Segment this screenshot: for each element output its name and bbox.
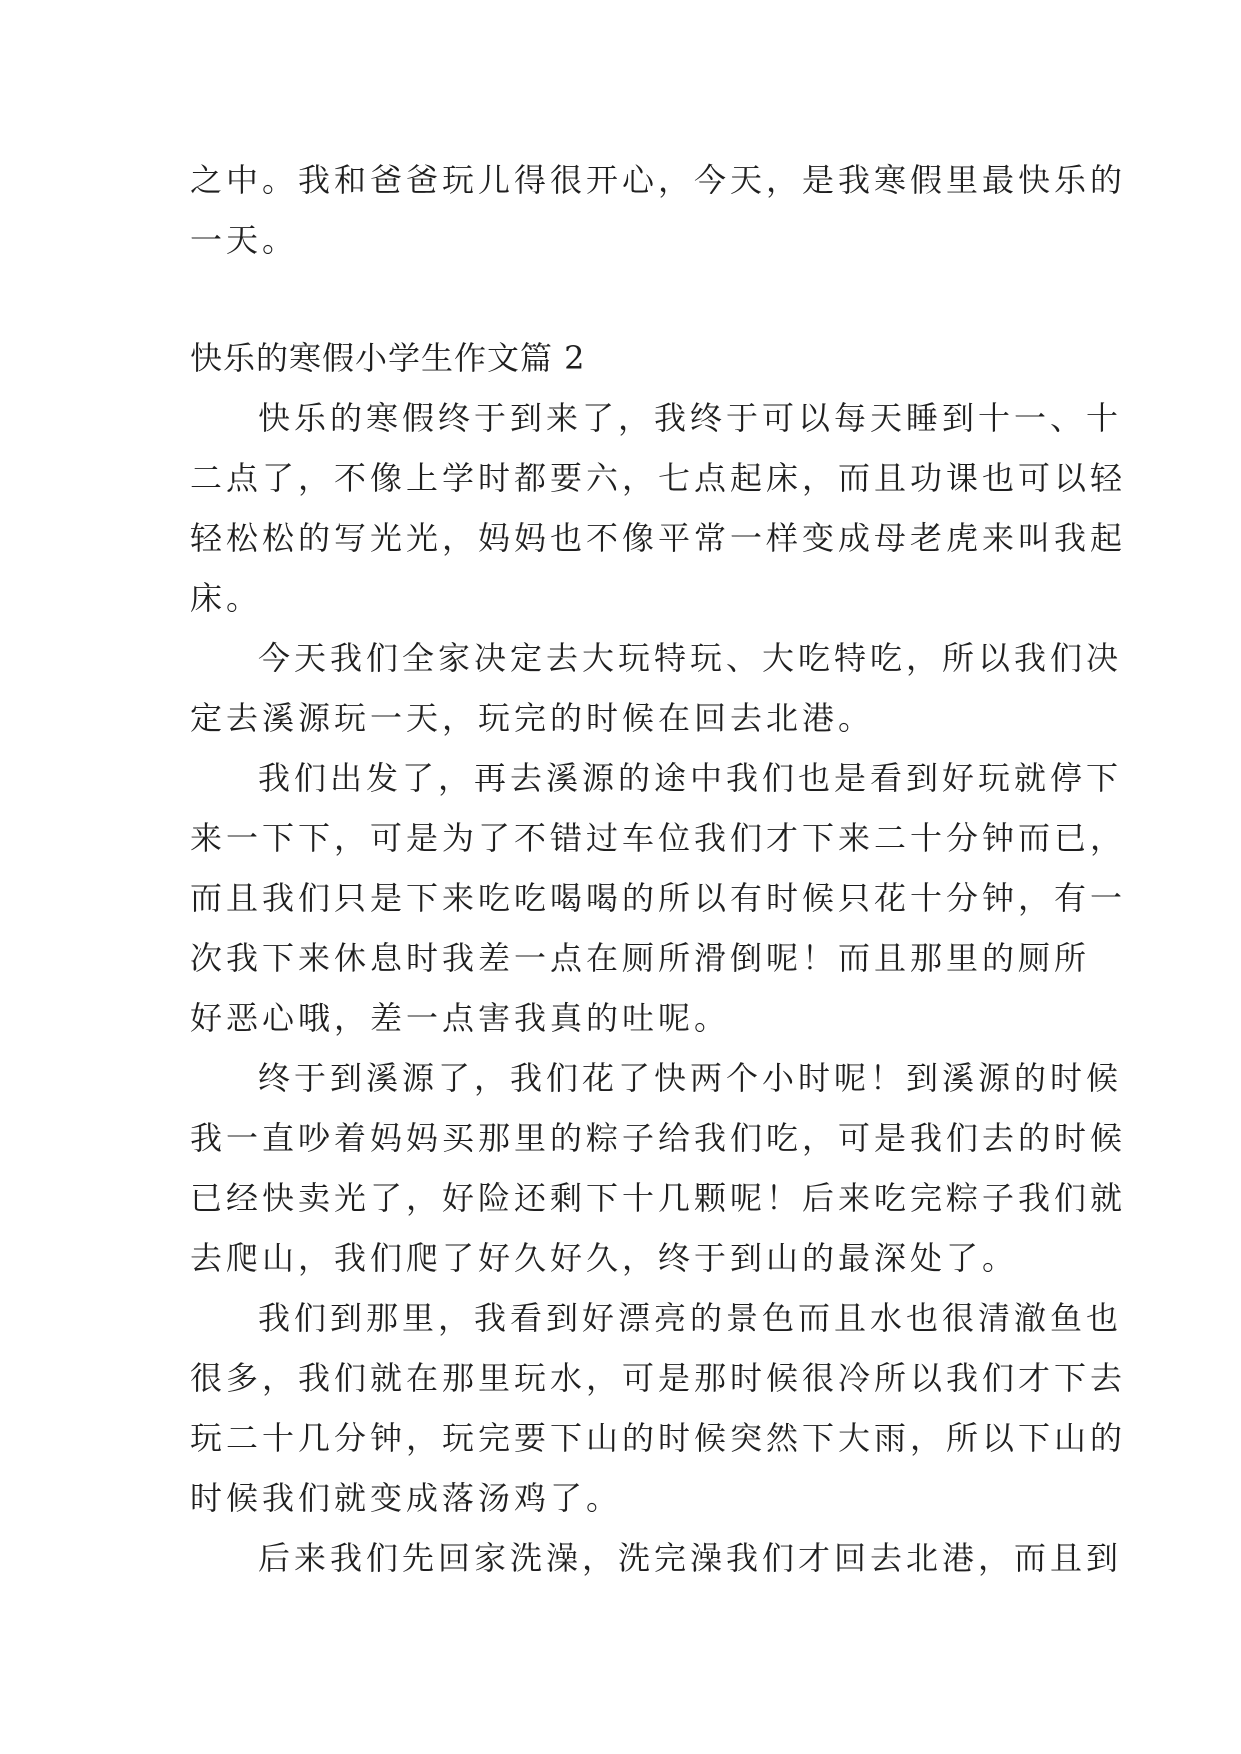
paragraph-line: 很多，我们就在那里玩水，可是那时候很冷所以我们才下去 [190, 1359, 1127, 1397]
paragraph-line: 快乐的寒假终于到来了，我终于可以每天睡到十一、十 [258, 399, 1123, 437]
paragraph-line: 我们出发了，再去溪源的途中我们也是看到好玩就停下 [258, 759, 1123, 797]
paragraph-line: 今天我们全家决定去大玩特玩、大吃特吃，所以我们决 [258, 639, 1123, 677]
section-title: 快乐的寒假小学生作文篇 2 [190, 339, 586, 377]
paragraph-line: 已经快卖光了，好险还剩下十几颗呢！后来吃完粽子我们就 [190, 1179, 1127, 1217]
paragraph-line: 我一直吵着妈妈买那里的粽子给我们吃，可是我们去的时候 [190, 1119, 1127, 1157]
paragraph-line: 床。 [190, 579, 263, 617]
paragraph-line: 而且我们只是下来吃吃喝喝的所以有时候只花十分钟，有一 [190, 879, 1127, 917]
intro-line: 之中。我和爸爸玩儿得很开心，今天，是我寒假里最快乐的 [190, 161, 1127, 199]
document-body [190, 150, 1127, 1588]
paragraph-line: 轻松松的写光光，妈妈也不像平常一样变成母老虎来叫我起 [190, 519, 1127, 557]
paragraph-line: 定去溪源玩一天，玩完的时候在回去北港。 [190, 699, 875, 737]
paragraph-line: 好恶心哦，差一点害我真的吐呢。 [190, 999, 731, 1037]
paragraph-line: 二点了，不像上学时都要六，七点起床，而且功课也可以轻 [190, 459, 1127, 497]
paragraph-line: 玩二十几分钟，玩完要下山的时候突然下大雨，所以下山的 [190, 1419, 1127, 1457]
paragraph-line: 后来我们先回家洗澡，洗完澡我们才回去北港，而且到 [258, 1539, 1123, 1577]
section-gap [190, 270, 1050, 328]
paragraph-line: 来一下下，可是为了不错过车位我们才下来二十分钟而已， [190, 819, 1127, 857]
paragraph-line: 终于到溪源了，我们花了快两个小时呢！到溪源的时候 [258, 1059, 1123, 1097]
intro-line: 一天。 [190, 221, 299, 259]
paragraph-line: 去爬山，我们爬了好久好久，终于到山的最深处了。 [190, 1239, 1019, 1277]
paragraph-line: 时候我们就变成落汤鸡了。 [190, 1479, 623, 1517]
paragraph-line: 次我下来休息时我差一点在厕所滑倒呢！而且那里的厕所 [190, 939, 1091, 977]
paragraph-line: 我们到那里，我看到好漂亮的景色而且水也很清澈鱼也 [258, 1299, 1123, 1337]
